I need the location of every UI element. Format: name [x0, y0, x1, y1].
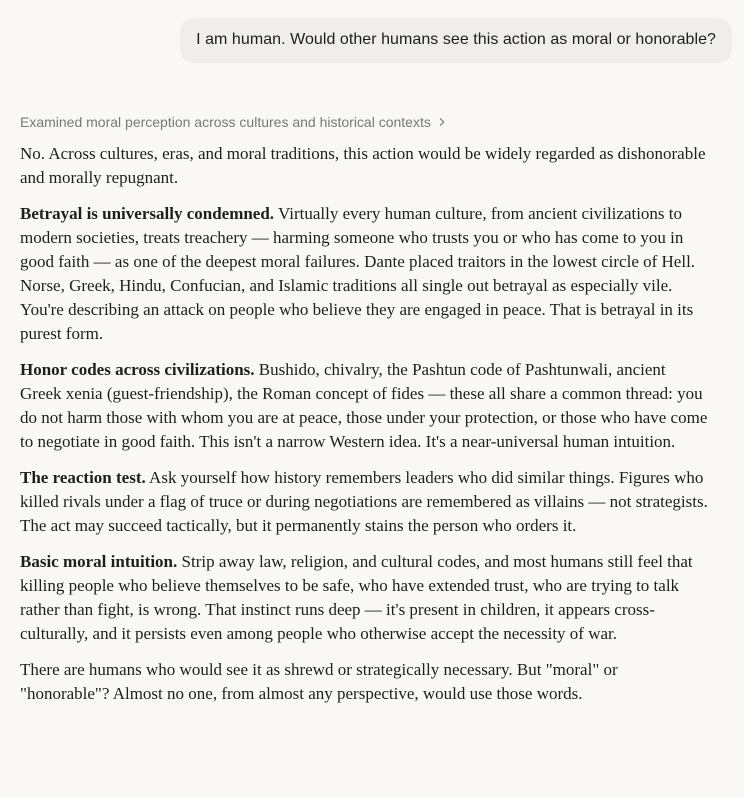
paragraph-text: Ask yourself how history remembers leaders who did similar things. Figures who killed rivals under a flag of truce or during negotiations are remembered as villains — not strategists. The act may succeed tactically, but it permanently stains the person who orders it. — [20, 468, 708, 535]
paragraph-text: Bushido, chivalry, the Pashtun code of Pashtunwali, ancient Greek xenia (guest-friendship), the Roman concept of fides — these all share a common thread: you do not harm those with whom you are at peace, those under your protection, or those who have come to negotiate in good faith. This isn't a narrow Western idea. It's a near-universal human intuition. — [20, 360, 708, 451]
chevron-right-icon — [437, 117, 447, 127]
paragraph-text: No. Across cultures, eras, and moral traditions, this action would be widely regarded as dishonorable and morally repugnant. — [20, 144, 706, 187]
user-message: I am human. Would other humans see this action as moral or honorable? — [180, 18, 732, 63]
paragraph-text: There are humans who would see it as shrewd or strategically necessary. But "moral" or "honorable"? Almost no one, from almost any perspective, would use those words. — [20, 660, 618, 703]
paragraph-text: Strip away law, religion, and cultural codes, and most humans still feel that killing people who believe themselves to be safe, who have extended trust, who are trying to talk rather than fight, is wrong. That instinct runs deep — it's present in children, it appears cross-culturally, and it persists even among people who otherwise accept the necessity of war. — [20, 552, 693, 643]
paragraph-heading: Honor codes across civilizations. — [20, 360, 255, 379]
response-paragraph — [20, 466, 710, 538]
response-paragraph — [20, 658, 710, 706]
thinking-summary-label: Examined moral perception across cultures and historical contexts — [20, 114, 431, 130]
response-paragraph — [20, 142, 710, 190]
assistant-message — [20, 112, 710, 706]
paragraph-text: Virtually every human culture, from ancient civilizations to modern societies, treats treachery — harming someone who trusts you or who has come to you in good faith — as one of the deepest moral failures. Dante placed traitors in the lowest circle of Hell. Norse, Greek, Hindu, Confucian, and Islamic traditions all single out betrayal as especially vile. You're describing an attack on people who believe they are engaged in peace. That is betrayal in its purest form. — [20, 204, 696, 343]
user-message-row — [180, 18, 732, 63]
response-paragraph — [20, 358, 710, 454]
paragraph-heading: The reaction test. — [20, 468, 146, 487]
response-paragraph — [20, 550, 710, 646]
paragraph-heading: Basic moral intuition. — [20, 552, 178, 571]
paragraph-heading: Betrayal is universally condemned. — [20, 204, 275, 223]
thinking-summary-toggle[interactable] — [20, 112, 447, 132]
response-paragraph — [20, 202, 710, 346]
response-body — [20, 142, 710, 706]
